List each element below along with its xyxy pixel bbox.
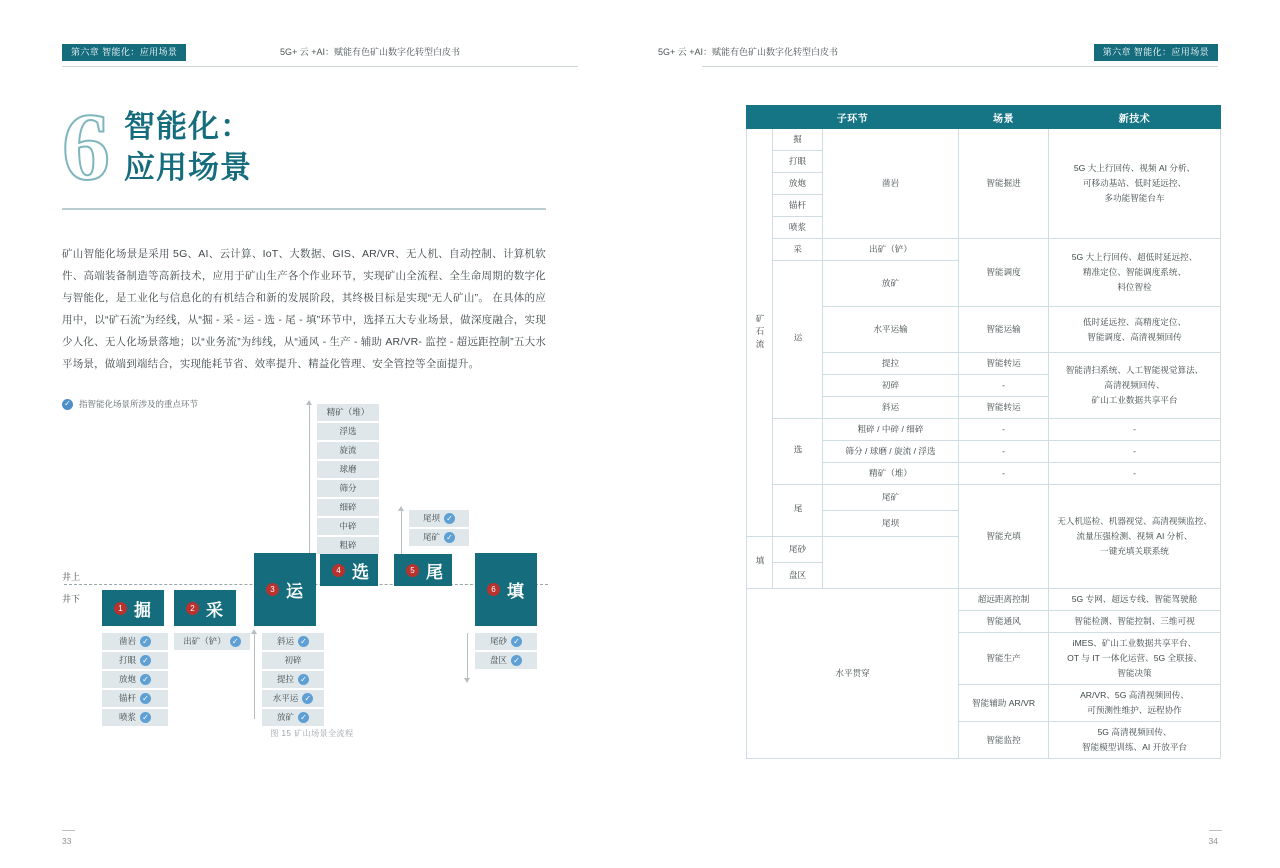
sub-step: 喷浆 (773, 217, 823, 239)
tech-cell: 智能清扫系统、人工智能视觉算法、 高清视频回传、 矿山工业数据共享平台 (1049, 353, 1221, 419)
document-title: 5G+ 云 +AI：赋能有色矿山数字化转型白皮书 (658, 47, 839, 57)
pill-label: 尾矿 (422, 532, 440, 542)
sub-process: 盘区 (773, 563, 823, 589)
sub-process: 尾矿 (823, 485, 959, 511)
header-rule (62, 66, 578, 67)
stage-box-4[interactable] (320, 554, 378, 586)
page-title (124, 100, 252, 188)
mill-step-pill[interactable] (317, 537, 379, 554)
pill-label: 细碎 (339, 502, 357, 512)
check-icon: ✓ (444, 513, 455, 524)
pill-label: 出矿（铲） (183, 636, 226, 646)
table-header-row (747, 106, 1221, 129)
tailings-step-pill[interactable] (409, 510, 469, 527)
pill-label: 凿岩 (118, 636, 136, 646)
mill-step-pill[interactable] (317, 404, 379, 421)
haul-step-pill[interactable] (262, 671, 324, 688)
pill-label: 尾砂 (489, 636, 507, 646)
check-icon: ✓ (444, 532, 455, 543)
tech-cell: 智能检测、智能控制、三维可视 (1049, 611, 1221, 633)
sub-step: 掘 (773, 129, 823, 151)
dig-step-pill[interactable] (102, 652, 168, 669)
level-above-label: 井上 (62, 572, 81, 582)
sub-process: 放矿 (823, 261, 959, 307)
haul-step-pill[interactable] (262, 709, 324, 726)
table-row (747, 129, 1221, 151)
stage-label: 掘 (134, 600, 152, 620)
sub-step: 锚杆 (773, 195, 823, 217)
tech-cell: 5G 专网、超远专线、智能驾驶舱 (1049, 589, 1221, 611)
left-page-header (0, 44, 640, 70)
haul-step-pill[interactable] (262, 690, 324, 707)
dig-step-pill[interactable] (102, 671, 168, 688)
pill-label: 旋流 (339, 445, 357, 455)
extract-step-pill[interactable] (174, 633, 250, 650)
scene-cell: 智能转运 (959, 397, 1049, 419)
stage-label: 尾 (426, 562, 444, 582)
opener-divider (62, 208, 546, 210)
chapter-number: 6 (62, 93, 110, 200)
stage-box-6[interactable] (475, 553, 537, 626)
col-header-technology: 新技术 (1049, 106, 1221, 129)
pill-label: 提拉 (276, 674, 294, 684)
group-label-fill: 填 (747, 537, 773, 589)
mill-step-pill[interactable] (317, 442, 379, 459)
tech-cell: 5G 大上行回传、视频 AI 分析、 可移动基站、低时延远控、 多功能智能台车 (1049, 129, 1221, 239)
col-header-subprocess: 子环节 (747, 106, 959, 129)
scene-cell: 智能掘进 (959, 129, 1049, 239)
intro-paragraph: 矿山智能化场景是采用 5G、AI、云计算、IoT、大数据、GIS、AR/VR、无人机、自动控制、计算机软件、高端装备制造等高新技术，应用于矿山生产各个作业环节，实现矿山全流程、全生命周期的数字化与智能化，是工业化与信息化的有机结合和新的发展阶段，其终极目标是实现“无人矿山”。 在具体的应用中，以“矿石流”为经线，从“掘 - 采 - 运 - 选 - 尾 - 填”环节中，选择五大专业场景，做深度融合，实现少人化、无人化场景落地；以“业务流”为纬线，从“通风 - 生产 - 辅助 AR/VR- 监控 - 超远距控制”五大水平场景，做端到端结合，实现能耗节省、效率提升、精益化管理、安全管控等全面提升。 (62, 248, 546, 370)
pill-label: 打眼 (118, 655, 136, 665)
haul-step-pill[interactable] (262, 633, 324, 650)
sub-process: 尾砂 (773, 537, 823, 563)
scene-cell: 智能监控 (959, 722, 1049, 759)
stage-box-2[interactable] (174, 590, 236, 626)
sub-process: 尾坝 (823, 511, 959, 537)
pill-label: 精矿（堆） (326, 407, 370, 417)
table-row (747, 485, 1221, 511)
pill-label: 放矿 (276, 712, 294, 722)
flow-group-label: 矿石流 (747, 129, 773, 537)
legend-label: 指智能化场景所涉及的重点环节 (79, 399, 199, 409)
tailings-column (409, 510, 469, 546)
document-title: 5G+ 云 +AI：赋能有色矿山数字化转型白皮书 (280, 47, 461, 57)
stage-box-1[interactable] (102, 590, 164, 626)
right-page (640, 0, 1280, 868)
dig-step-pill[interactable] (102, 690, 168, 707)
pill-label: 初碎 (284, 655, 302, 665)
right-page-header (640, 44, 1280, 70)
stage-number-badge: 2 (186, 602, 199, 615)
fill-axis-arrow (467, 633, 468, 679)
tech-cell: 无人机巡检、机器视觉、高清视频监控、 流量压强检测、视频 AI 分析、 一键充填关联系统 (1049, 485, 1221, 589)
chapter-badge: 第六章 智能化：应用场景 (1094, 44, 1218, 61)
extract-sub-column (174, 633, 250, 650)
sub-process: 筛分 / 球磨 / 旋流 / 浮选 (823, 441, 959, 463)
page-number-left: 33 (62, 836, 72, 846)
check-icon: ✓ (302, 693, 313, 704)
figure-caption: 图 15 矿山场景全流程 (270, 729, 354, 738)
stage-number-badge: 5 (406, 564, 419, 577)
check-icon: ✓ (140, 674, 151, 685)
haul-axis-arrow (254, 633, 255, 719)
scene-cell: 超远距离控制 (959, 589, 1049, 611)
pill-label: 浮选 (339, 426, 357, 436)
level-below-label: 井下 (62, 594, 81, 604)
pill-label: 放炮 (118, 674, 136, 684)
scene-cell: 智能通风 (959, 611, 1049, 633)
haul-step-pill[interactable] (262, 652, 324, 669)
haul-sub-column (262, 633, 324, 726)
tech-cell: - (1049, 441, 1221, 463)
check-icon: ✓ (298, 636, 309, 647)
header-rule (702, 66, 1218, 67)
mill-step-pill[interactable] (317, 461, 379, 478)
table-row (747, 419, 1221, 441)
pill-label: 盘区 (489, 655, 507, 665)
stage-label: 选 (352, 562, 370, 582)
page-title-line1: 智能化： (124, 109, 252, 144)
mill-column (317, 404, 379, 554)
stage-number-badge: 4 (332, 564, 345, 577)
check-icon: ✓ (511, 655, 522, 666)
pill-label: 尾坝 (422, 513, 440, 523)
mill-step-pill[interactable] (317, 499, 379, 516)
check-icon: ✓ (62, 399, 73, 410)
pill-label: 粗碎 (339, 540, 357, 550)
table-row (747, 589, 1221, 611)
sub-process: 提拉 (823, 353, 959, 375)
check-icon: ✓ (230, 636, 241, 647)
table-row (747, 239, 1221, 261)
scene-cell: 智能调度 (959, 239, 1049, 307)
scene-cell: 智能运输 (959, 307, 1049, 353)
sub-process: 出矿（铲） (823, 239, 959, 261)
group-label-sort: 选 (773, 419, 823, 485)
pill-label: 水平运 (272, 693, 299, 703)
mill-step-pill[interactable] (317, 423, 379, 440)
stage-number-badge: 6 (487, 583, 500, 596)
group-label-haul: 运 (773, 261, 823, 419)
sub-step: 打眼 (773, 151, 823, 173)
sub-process: 粗碎 / 中碎 / 细碎 (823, 419, 959, 441)
pill-label: 球磨 (339, 464, 357, 474)
check-icon: ✓ (140, 655, 151, 666)
scenario-table-wrapper (746, 105, 1220, 759)
sub-process: 水平运输 (823, 307, 959, 353)
pill-label: 中碎 (339, 521, 357, 531)
scene-cell: 智能转运 (959, 353, 1049, 375)
tech-cell: iMES、矿山工业数据共享平台、 OT 与 IT 一体化运营、5G 全联接、 智能决策 (1049, 633, 1221, 685)
tech-cell: 低时延远控、高精度定位、 智能调度、高清视频回传 (1049, 307, 1221, 353)
dig-step-pill[interactable] (102, 633, 168, 650)
fill-sub-column (475, 633, 537, 669)
tech-cell: 5G 高清视频回传、 智能模型训练、AI 开放平台 (1049, 722, 1221, 759)
stage-label: 运 (286, 582, 304, 601)
diagram-legend (62, 398, 562, 410)
check-icon: ✓ (140, 712, 151, 723)
sub-process: 凿岩 (823, 129, 959, 239)
check-icon: ✓ (511, 636, 522, 647)
scene-cell: 智能生产 (959, 633, 1049, 685)
check-icon: ✓ (298, 674, 309, 685)
sub-step: 采 (773, 239, 823, 261)
pill-label: 锚杆 (118, 693, 136, 703)
fill-step-pill[interactable] (475, 652, 537, 669)
scenario-table (746, 105, 1221, 759)
pill-label: 斜运 (276, 636, 294, 646)
stage-number-badge: 3 (266, 583, 279, 596)
stage-number-badge: 1 (114, 602, 127, 615)
stage-box-3[interactable] (254, 553, 316, 626)
stage-label: 填 (507, 582, 525, 601)
pill-label: 筛分 (339, 483, 357, 493)
sub-process: 初碎 (823, 375, 959, 397)
tail-axis-arrow (401, 510, 402, 556)
page-number-right: 34 (1208, 836, 1218, 846)
group-label-tailings: 尾 (773, 485, 823, 537)
check-icon: ✓ (140, 636, 151, 647)
check-icon: ✓ (140, 693, 151, 704)
tech-cell: AR/VR、5G 高清视频回传、 可预测性维护、远程协作 (1049, 685, 1221, 722)
sub-step: 放炮 (773, 173, 823, 195)
tailings-step-pill[interactable] (409, 529, 469, 546)
pill-label: 喷浆 (118, 712, 136, 722)
stage-box-5[interactable] (394, 554, 452, 586)
tech-cell: 5G 大上行回传、超低时延远控、 精准定位、智能调度系统、 料位智检 (1049, 239, 1221, 307)
chapter-badge: 第六章 智能化：应用场景 (62, 44, 186, 61)
mill-step-pill[interactable] (317, 480, 379, 497)
chapter-opener (62, 93, 562, 210)
dig-sub-column (102, 633, 168, 726)
scene-cell: - (959, 463, 1049, 485)
scene-cell: - (959, 441, 1049, 463)
scene-cell: 智能辅助 AR/VR (959, 685, 1049, 722)
col-header-scene: 场景 (959, 106, 1049, 129)
check-icon: ✓ (298, 712, 309, 723)
page-title-line2: 应用场景 (124, 150, 252, 185)
horizontal-group-label: 水平贯穿 (747, 589, 959, 759)
sub-process: 精矿（堆） (823, 463, 959, 485)
stage-label: 采 (206, 600, 224, 620)
flow-diagram (62, 398, 562, 748)
mill-step-pill[interactable] (317, 518, 379, 535)
sub-process: 斜运 (823, 397, 959, 419)
tech-cell: - (1049, 419, 1221, 441)
scene-cell: - (959, 375, 1049, 397)
fill-step-pill[interactable] (475, 633, 537, 650)
scene-cell: - (959, 419, 1049, 441)
tech-cell: - (1049, 463, 1221, 485)
mill-axis-arrow (309, 404, 310, 556)
scene-cell: 智能充填 (959, 485, 1049, 589)
dig-step-pill[interactable] (102, 709, 168, 726)
